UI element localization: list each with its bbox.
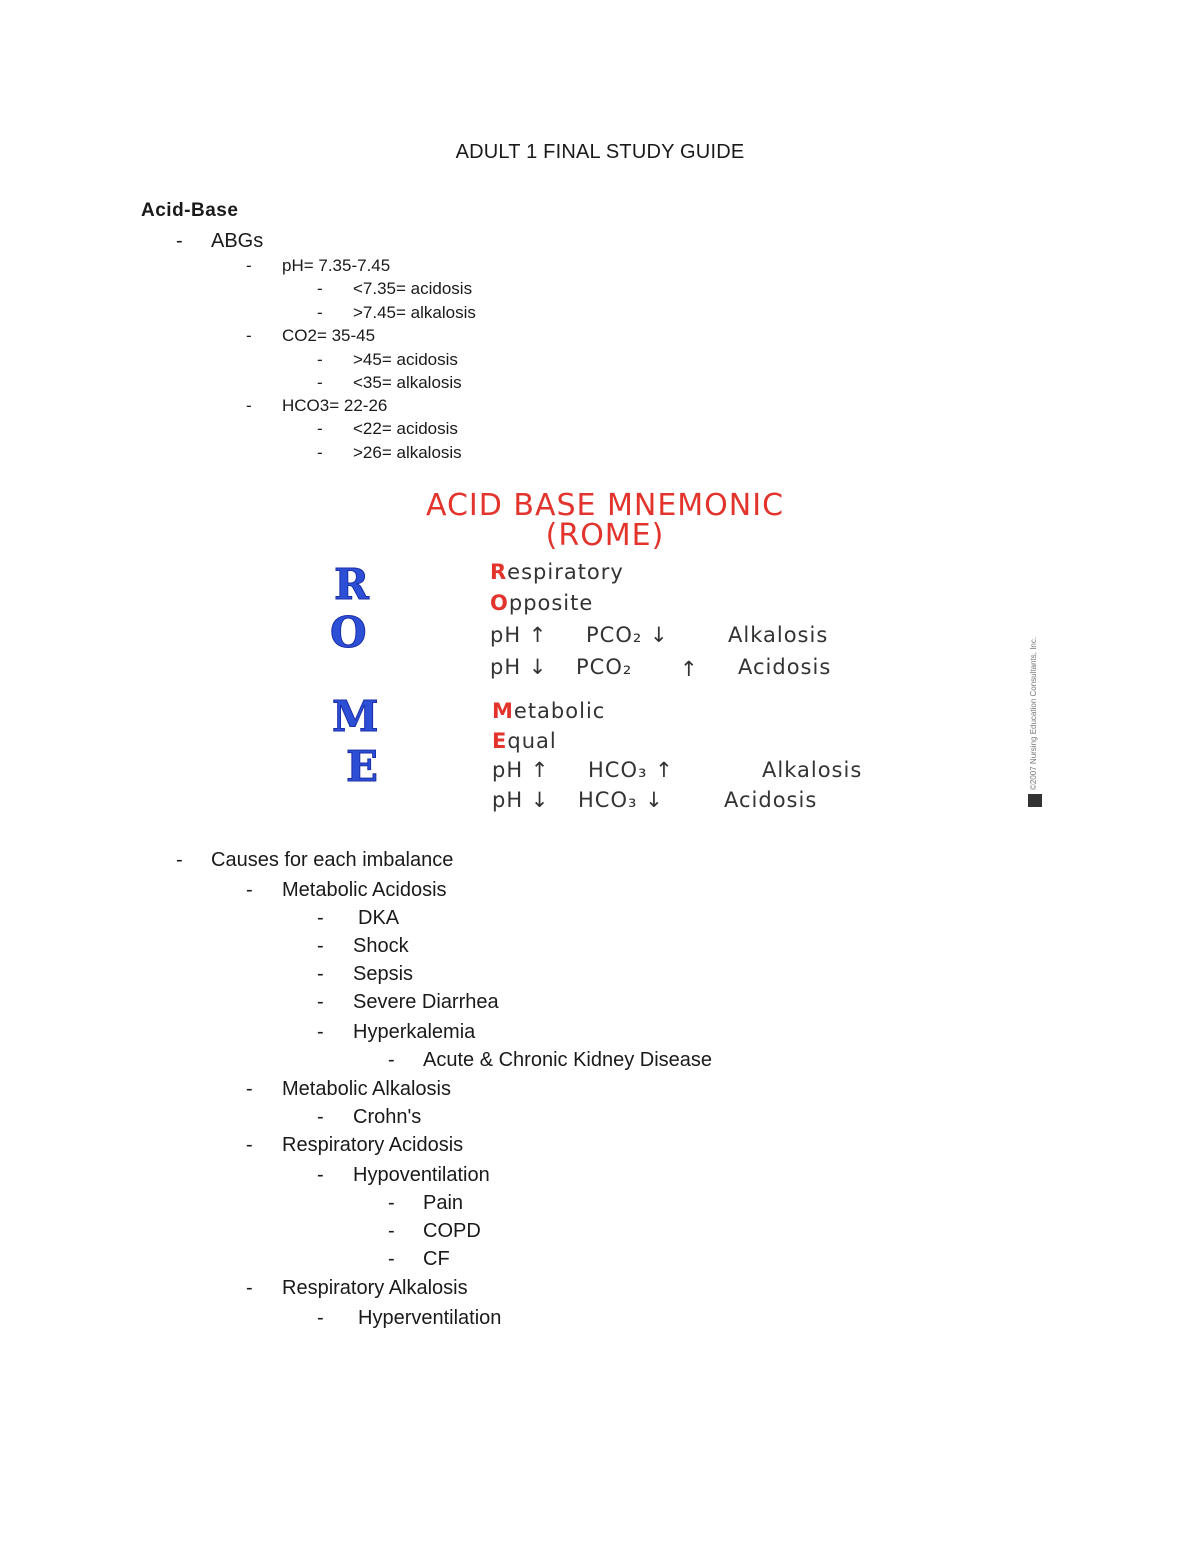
metabolic-alkalosis-label: Metabolic Alkalosis	[282, 1078, 451, 1100]
metabolic-acidosis-label: Metabolic Acidosis	[282, 879, 447, 901]
list-item: Severe Diarrhea	[353, 991, 499, 1013]
co2-range: CO2= 35-45	[282, 326, 376, 345]
abgs-label: ABGs	[211, 230, 264, 252]
equal-word: Equal	[492, 729, 557, 753]
hco3-range: HCO3= 22-26	[282, 396, 388, 415]
mnemonic-title: ACID BASE MNEMONIC	[425, 488, 785, 523]
list-item: >7.45= alkalosis	[353, 303, 476, 322]
bullet-dash: -	[176, 230, 183, 252]
list-item: Acute & Chronic Kidney Disease	[423, 1049, 713, 1071]
list-item: COPD	[423, 1220, 481, 1242]
bullet-dash: -	[246, 396, 252, 415]
met-row1-gas: HCO₃ ↑	[588, 758, 674, 782]
list-item: DKA	[358, 907, 400, 929]
list-item: >45= acidosis	[353, 350, 458, 369]
bullet-dash: -	[317, 279, 323, 298]
bullet-dash: -	[246, 1277, 253, 1299]
bullet-dash: -	[246, 1078, 253, 1100]
list-item: Shock	[353, 935, 409, 957]
bullet-dash: -	[317, 419, 323, 438]
bullet-dash: -	[317, 963, 324, 985]
resp-row1-result: Alkalosis	[728, 623, 829, 647]
bullet-dash: -	[317, 350, 323, 369]
mnemonic-subtitle: (ROME)	[545, 518, 665, 553]
bullet-dash: -	[388, 1049, 395, 1071]
letter-m: M	[332, 692, 379, 741]
list-item: <35= alkalosis	[353, 373, 462, 392]
bullet-dash: -	[246, 326, 252, 345]
met-row2-ph: pH ↓	[492, 788, 550, 812]
letter-e: E	[346, 742, 379, 791]
list-item: >26= alkalosis	[353, 443, 462, 462]
bullet-dash: -	[317, 1164, 324, 1186]
opposite-word: Opposite	[490, 591, 594, 615]
causes-label: Causes for each imbalance	[211, 849, 454, 871]
resp-row1-ph: pH ↑	[490, 623, 548, 647]
respiratory-word: Respiratory	[490, 560, 624, 584]
bullet-dash: -	[388, 1220, 395, 1242]
letter-o: O	[330, 608, 367, 657]
respiratory-acidosis-label: Respiratory Acidosis	[282, 1134, 464, 1156]
bullet-dash: -	[317, 907, 324, 929]
publisher-logo-icon	[1028, 794, 1042, 807]
bullet-dash: -	[388, 1192, 395, 1214]
letter-r: R	[334, 560, 369, 609]
resp-row2-gas: PCO₂	[576, 655, 633, 679]
section-heading: Acid-Base	[141, 200, 239, 221]
list-item: Hyperventilation	[358, 1307, 502, 1329]
bullet-dash: -	[317, 373, 323, 392]
bullet-dash: -	[388, 1248, 395, 1270]
ph-range: pH= 7.35-7.45	[282, 256, 391, 275]
bullet-dash: -	[246, 879, 253, 901]
metabolic-word: Metabolic	[492, 699, 606, 723]
met-row2-gas: HCO₃ ↓	[578, 788, 664, 812]
list-item: Crohn's	[353, 1106, 422, 1128]
bullet-dash: -	[246, 256, 252, 275]
bullet-dash: -	[317, 1021, 324, 1043]
met-row1-result: Alkalosis	[762, 758, 863, 782]
met-row2-result: Acidosis	[724, 788, 818, 812]
resp-row2-result: Acidosis	[738, 655, 832, 679]
bullet-dash: -	[317, 303, 323, 322]
list-item: <7.35= acidosis	[353, 279, 473, 298]
bullet-dash: -	[317, 991, 324, 1013]
bullet-dash: -	[317, 935, 324, 957]
list-item: Hypoventilation	[353, 1164, 490, 1186]
bullet-dash: -	[317, 1307, 324, 1329]
list-item: <22= acidosis	[353, 419, 458, 438]
respiratory-alkalosis-label: Respiratory Alkalosis	[282, 1277, 468, 1299]
resp-row1-gas: PCO₂ ↓	[586, 623, 669, 647]
copyright-text: ©2007 Nursing Education Consultants, Inc.	[1029, 636, 1038, 790]
list-item: Sepsis	[353, 963, 414, 985]
copyright-mark	[1025, 636, 1045, 810]
resp-row2-ph: pH ↓	[490, 655, 548, 679]
bullet-dash: -	[317, 1106, 324, 1128]
list-item: Pain	[423, 1192, 464, 1214]
rome-mnemonic-figure	[300, 480, 1060, 820]
resp-row2-arrow: ↑	[680, 657, 699, 681]
list-item: Hyperkalemia	[353, 1021, 476, 1043]
bullet-dash: -	[176, 849, 183, 871]
bullet-dash: -	[317, 443, 323, 462]
list-item: CF	[423, 1248, 450, 1270]
page-title: ADULT 1 FINAL STUDY GUIDE	[455, 141, 745, 163]
bullet-dash: -	[246, 1134, 253, 1156]
met-row1-ph: pH ↑	[492, 758, 550, 782]
